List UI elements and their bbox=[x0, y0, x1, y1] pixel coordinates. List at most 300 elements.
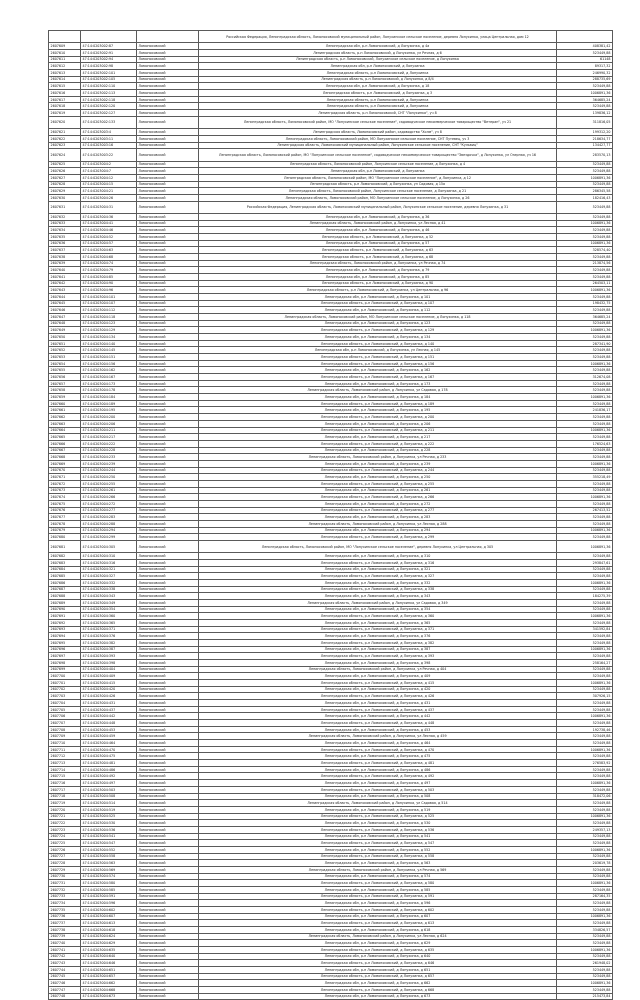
record-number-cell: 2607735 bbox=[49, 906, 81, 913]
table-row bbox=[49, 201, 613, 213]
address-cell: Ленинградская обл, р-н Ломоносовский, д Лопухинка, д 552 bbox=[199, 846, 557, 853]
record-number-cell: 2607667 bbox=[49, 447, 81, 454]
table-row bbox=[49, 103, 613, 110]
cadastral-number-cell bbox=[81, 31, 137, 43]
record-number-cell: 2607630 bbox=[49, 194, 81, 201]
cadastral-number-cell: 47:14:0203004:327 bbox=[81, 573, 137, 580]
address-cell: Ленинградская область, р-н Ломоносовский, д Лопухинка, д 503 bbox=[199, 786, 557, 793]
address-cell: Ленинградская область, р-н Ломоносовский, д Лопухинка, д 167 bbox=[199, 374, 557, 381]
address-cell: Ленинградская обл, р-н Ломоносовский, д Лопухинка, д 541 bbox=[199, 833, 557, 840]
address-cell: Ленинградская обл, р-н Ломоносовский, д Лопухинка, д 36 bbox=[199, 214, 557, 221]
district-cell: Ломоносовский bbox=[137, 660, 199, 667]
cadastral-value-cell bbox=[557, 31, 613, 43]
cadastral-number-cell: 47:14:0203004:602 bbox=[81, 906, 137, 913]
table-row bbox=[49, 900, 613, 907]
cadastral-number-cell: 47:14:0203004:651 bbox=[81, 966, 137, 973]
district-cell: Ломоносовский bbox=[137, 129, 199, 136]
cadastral-number-cell: 47:14:0203004:261 bbox=[81, 487, 137, 494]
district-cell: Ломоносовский bbox=[137, 90, 199, 97]
cadastral-number-cell: 47:14:0203004:613 bbox=[81, 920, 137, 927]
table-row bbox=[49, 340, 613, 347]
address-cell: Ленинградская область, Ломоносовский район, д Лопухинка, ул Садовая, д 514 bbox=[199, 800, 557, 807]
record-number-cell: 2607642 bbox=[49, 280, 81, 287]
table-row bbox=[49, 320, 613, 327]
district-cell: Ломоносовский bbox=[137, 573, 199, 580]
cadastral-value-cell: 523449,88 bbox=[557, 966, 613, 973]
address-cell: Ленинградская область, р-н Ломоносовский, д Лопухинка, д 90 bbox=[199, 280, 557, 287]
cadastral-number-cell: 47:14:0203004:316 bbox=[81, 559, 137, 566]
district-cell: Ломоносовский bbox=[137, 626, 199, 633]
address-cell: Ленинградская область, Ломоносовский район, Лопухинское сельское поселение, д Лопухинка, д 21 bbox=[199, 188, 557, 195]
district-cell: Ломоносовский bbox=[137, 194, 199, 201]
table-row bbox=[49, 354, 613, 361]
cadastral-value-cell: 523449,88 bbox=[557, 786, 613, 793]
cadastral-number-cell: 47:14:0203004:404 bbox=[81, 666, 137, 673]
record-number-cell: 2607662 bbox=[49, 414, 81, 421]
table-row bbox=[49, 853, 613, 860]
district-cell: Ломоносовский bbox=[137, 633, 199, 640]
cadastral-value-cell: 198432,75 bbox=[557, 300, 613, 307]
address-cell: Ленинградская обл, р-н Ломоносовский, д Лопухинка, д 310 bbox=[199, 553, 557, 560]
table-row bbox=[49, 367, 613, 374]
record-number-cell: 2607733 bbox=[49, 893, 81, 900]
cadastral-number-cell: 47:14:0203004:7 bbox=[81, 168, 137, 175]
table-row bbox=[49, 520, 613, 527]
cadastral-value-cell: 184275,39 bbox=[557, 593, 613, 600]
cadastral-value-cell: 192738,46 bbox=[557, 726, 613, 733]
record-number-cell: 2607744 bbox=[49, 966, 81, 973]
table-row bbox=[49, 613, 613, 620]
district-cell: Ломоносовский bbox=[137, 593, 199, 600]
record-number-cell: 2607734 bbox=[49, 900, 81, 907]
table-row bbox=[49, 43, 613, 50]
table-row bbox=[49, 534, 613, 541]
address-cell: Ленинградская область, Ломоносовский район, д Лопухинка, ул Садовая, д 349 bbox=[199, 600, 557, 607]
cadastral-value-cell: 523449,88 bbox=[557, 840, 613, 847]
record-number-cell: 2607710 bbox=[49, 740, 81, 747]
record-number-cell: 2607651 bbox=[49, 340, 81, 347]
district-cell: Ломоносовский bbox=[137, 666, 199, 673]
table-row bbox=[49, 294, 613, 301]
district-cell: Ломоносовский bbox=[137, 880, 199, 887]
record-number-cell: 2607695 bbox=[49, 640, 81, 647]
cadastral-value-cell: 523449,88 bbox=[557, 400, 613, 407]
record-number-cell: 2607717 bbox=[49, 786, 81, 793]
table-row bbox=[49, 540, 613, 552]
cadastral-value-cell: 1006891,36 bbox=[557, 813, 613, 820]
cadastral-number-cell: 47:14:0203004:266 bbox=[81, 494, 137, 501]
cadastral-value-cell: 523449,88 bbox=[557, 753, 613, 760]
record-number-cell: 2607702 bbox=[49, 686, 81, 693]
record-number-cell: 2607741 bbox=[49, 946, 81, 953]
record-number-cell: 2607649 bbox=[49, 327, 81, 334]
address-cell: Ленинградская обл, р-н Ломоносовский, д Лопухинка bbox=[199, 168, 557, 175]
district-cell: Ломоносовский bbox=[137, 800, 199, 807]
district-cell: Ломоносовский bbox=[137, 227, 199, 234]
district-cell: Ломоносовский bbox=[137, 414, 199, 421]
table-row bbox=[49, 559, 613, 566]
cadastral-number-cell: 47:14:0203004:349 bbox=[81, 600, 137, 607]
cadastral-value-cell: 523449,88 bbox=[557, 873, 613, 880]
address-cell: Ленинградская область, Ломоносовский район, д Лопухинка, ул Речная, д 74 bbox=[199, 260, 557, 267]
cadastral-number-cell: 47:14:0203004:508 bbox=[81, 793, 137, 800]
cadastral-value-cell: 364685,24 bbox=[557, 314, 613, 321]
table-row bbox=[49, 76, 613, 83]
table-row bbox=[49, 753, 613, 760]
district-cell: Ломоносовский bbox=[137, 96, 199, 103]
district-cell: Ломоносовский bbox=[137, 620, 199, 627]
table-row bbox=[49, 374, 613, 381]
table-row bbox=[49, 440, 613, 447]
record-number-cell: 2607673 bbox=[49, 487, 81, 494]
table-row bbox=[49, 866, 613, 873]
cadastral-value-cell: 523449,88 bbox=[557, 600, 613, 607]
district-cell: Ломоносовский bbox=[137, 307, 199, 314]
cadastral-number-cell: 47:14:0203004:354 bbox=[81, 606, 137, 613]
district-cell: Ломоносовский bbox=[137, 460, 199, 467]
address-cell: Ленинградская обл, р-н Ломоносовский, д Лопухинка, д 640 bbox=[199, 953, 557, 960]
cadastral-number-cell: 47:14:0203004:486 bbox=[81, 766, 137, 773]
record-number-cell: 2607728 bbox=[49, 860, 81, 867]
table-row bbox=[49, 174, 613, 181]
cadastral-value-cell: 1006891,36 bbox=[557, 746, 613, 753]
district-cell: Ломоносовский bbox=[137, 720, 199, 727]
record-number-cell: 2607711 bbox=[49, 746, 81, 753]
address-cell: Ленинградская область, р-н Ломоносовский, д Лопухинка, д 200 bbox=[199, 414, 557, 421]
address-cell: Ленинградская область, р-н Ломоносовский, д Лопухинка, д 327 bbox=[199, 573, 557, 580]
cadastral-number-cell: 47:14:0203004:162 bbox=[81, 367, 137, 374]
table-row bbox=[49, 573, 613, 580]
cadastral-number-cell: 47:14:0203004:338 bbox=[81, 586, 137, 593]
record-number-cell: 2607676 bbox=[49, 507, 81, 514]
cadastral-number-cell: 47:14:0203004:343 bbox=[81, 593, 137, 600]
table-row bbox=[49, 414, 613, 421]
table-row bbox=[49, 314, 613, 321]
district-cell: Ломоносовский bbox=[137, 110, 199, 117]
cadastral-number-cell: 47:14:0203004:112 bbox=[81, 307, 137, 314]
cadastral-value-cell: 1006891,36 bbox=[557, 174, 613, 181]
cadastral-number-cell: 47:14:0203004:360 bbox=[81, 613, 137, 620]
district-cell: Ломоносовский bbox=[137, 63, 199, 70]
district-cell: Ломоносовский bbox=[137, 646, 199, 653]
cadastral-value-cell: 1006891,36 bbox=[557, 427, 613, 434]
cadastral-value-cell: 1006891,36 bbox=[557, 646, 613, 653]
record-number-cell: 2607641 bbox=[49, 274, 81, 281]
cadastral-number-cell: 47:14:0203002:110 bbox=[81, 83, 137, 90]
cadastral-value-cell: 523449,88 bbox=[557, 806, 613, 813]
address-cell: Ленинградская область, р-н Ломоносовский, д Лопухинка, д 547 bbox=[199, 840, 557, 847]
cadastral-number-cell: 47:14:0203004:525 bbox=[81, 813, 137, 820]
cadastral-number-cell: 47:14:0203004:453 bbox=[81, 726, 137, 733]
district-cell: Ломоносовский bbox=[137, 188, 199, 195]
cadastral-number-cell: 47:14:0203004:74 bbox=[81, 260, 137, 267]
address-cell: Ленинградская область, р-н Ломоносовский, д Лопухинка, д 156 bbox=[199, 360, 557, 367]
record-number-cell: 2607672 bbox=[49, 480, 81, 487]
district-cell: Ломоносовский bbox=[137, 56, 199, 63]
district-cell: Ломоносовский bbox=[137, 181, 199, 188]
address-cell: Ленинградская обл, р-н Ломоносовский, д Лопухинка, д 618 bbox=[199, 926, 557, 933]
district-cell: Ломоносовский bbox=[137, 103, 199, 110]
district-cell: Ломоносовский bbox=[137, 740, 199, 747]
cadastral-value-cell: 523449,88 bbox=[557, 920, 613, 927]
cadastral-number-cell: 47:14:0203004:129 bbox=[81, 327, 137, 334]
cadastral-value-cell: 1006891,36 bbox=[557, 220, 613, 227]
record-number-cell: 2607666 bbox=[49, 440, 81, 447]
record-number-cell: 2607706 bbox=[49, 713, 81, 720]
district-cell: Ломоносовский bbox=[137, 240, 199, 247]
cadastral-value-cell: 523449,88 bbox=[557, 103, 613, 110]
record-number-cell bbox=[49, 31, 81, 43]
table-row bbox=[49, 566, 613, 573]
cadastral-value-cell: 523449,88 bbox=[557, 573, 613, 580]
cadastral-number-cell: 47:14:0203004:31 bbox=[81, 201, 137, 213]
cadastral-number-cell: 47:14:0203002:118 bbox=[81, 96, 137, 103]
record-number-cell: 2607692 bbox=[49, 620, 81, 627]
record-number-cell: 2607663 bbox=[49, 420, 81, 427]
record-number-cell: 2607727 bbox=[49, 853, 81, 860]
table-row bbox=[49, 826, 613, 833]
address-cell: Ленинградская обл, р-н Ломоносовский, д Лопухинка, д 343 bbox=[199, 593, 557, 600]
district-cell: Ломоносовский bbox=[137, 534, 199, 541]
district-cell: Ломоносовский bbox=[137, 813, 199, 820]
record-number-cell: 2607715 bbox=[49, 773, 81, 780]
district-cell: Ломоносовский bbox=[137, 520, 199, 527]
cadastral-number-cell: 47:14:0203004:481 bbox=[81, 760, 137, 767]
cadastral-value-cell: 523449,88 bbox=[557, 214, 613, 221]
record-number-cell: 2607708 bbox=[49, 726, 81, 733]
record-number-cell: 2607625 bbox=[49, 161, 81, 168]
district-cell: Ломоносовский bbox=[137, 893, 199, 900]
record-number-cell: 2607707 bbox=[49, 720, 81, 727]
table-row bbox=[49, 620, 613, 627]
record-number-cell: 2607659 bbox=[49, 394, 81, 401]
table-row bbox=[49, 70, 613, 77]
cadastral-value-cell: 1006891,36 bbox=[557, 540, 613, 552]
address-cell: Ленинградская область, р-н Ломоносовский, д Лопухинка, д 316 bbox=[199, 559, 557, 566]
cadastral-value-cell: 1006891,36 bbox=[557, 494, 613, 501]
cadastral-value-cell: 523449,88 bbox=[557, 334, 613, 341]
cadastral-value-cell: 1006891,36 bbox=[557, 527, 613, 534]
record-number-cell: 2607689 bbox=[49, 600, 81, 607]
cadastral-value-cell: 182416,43 bbox=[557, 194, 613, 201]
district-cell: Ломоносовский bbox=[137, 966, 199, 973]
record-number-cell: 2607713 bbox=[49, 760, 81, 767]
district-cell: Ломоносовский bbox=[137, 933, 199, 940]
cadastral-number-cell: 47:14:0203002:101 bbox=[81, 70, 137, 77]
record-number-cell: 2607729 bbox=[49, 866, 81, 873]
record-number-cell: 2607725 bbox=[49, 840, 81, 847]
table-row bbox=[49, 780, 613, 787]
address-cell: Ленинградская область, р-н Ломоносовский, д Лопухинка bbox=[199, 103, 557, 110]
cadastral-number-cell: 47:14:0203004:250 bbox=[81, 474, 137, 481]
district-cell: Ломоносовский bbox=[137, 287, 199, 294]
table-row bbox=[49, 773, 613, 780]
cadastral-value-cell: 523449,88 bbox=[557, 274, 613, 281]
address-cell: Ленинградская обл, р-н Ломоносовский, д Лопухинка, д 431 bbox=[199, 700, 557, 707]
cadastral-number-cell: 47:14:0203004:629 bbox=[81, 940, 137, 947]
table-row bbox=[49, 946, 613, 953]
district-cell: Ломоносовский bbox=[137, 780, 199, 787]
address-cell: Ленинградская область, р-н Ломоносовский, д Лопухинка bbox=[199, 96, 557, 103]
cadastral-number-cell: 47:14:0203002:94 bbox=[81, 56, 137, 63]
table-row bbox=[49, 760, 613, 767]
table-row bbox=[49, 56, 613, 63]
table-row bbox=[49, 280, 613, 287]
record-number-cell: 2607617 bbox=[49, 96, 81, 103]
table-row bbox=[49, 846, 613, 853]
address-cell: Ленинградская область, р-н Ломоносовский, д Лопухинка, д 3 bbox=[199, 90, 557, 97]
record-number-cell: 2607681 bbox=[49, 540, 81, 552]
address-cell: Ленинградская область, р-н Ломоносовский, д Лопухинка, д 437 bbox=[199, 706, 557, 713]
cadastral-value-cell: 523449,88 bbox=[557, 201, 613, 213]
address-cell: Ленинградская обл, р-н Ломоносовский, д Лопухинка, д 261 bbox=[199, 487, 557, 494]
cadastral-number-cell: 47:14:0203004:79 bbox=[81, 267, 137, 274]
record-number-cell: 2607656 bbox=[49, 374, 81, 381]
table-row bbox=[49, 746, 613, 753]
cadastral-number-cell: 47:14:0203004:635 bbox=[81, 946, 137, 953]
cadastral-value-cell: 523449,88 bbox=[557, 168, 613, 175]
record-number-cell: 2607668 bbox=[49, 454, 81, 461]
district-cell: Ломоносовский bbox=[137, 920, 199, 927]
address-cell: Ленинградская обл, р-н Ломоносовский, д Лопухинка, д 387 bbox=[199, 646, 557, 653]
address-cell: Ленинградская область, Ломоносовский район, д Лопухинка, ул Садовая, д 178 bbox=[199, 387, 557, 394]
district-cell: Ломоносовский bbox=[137, 434, 199, 441]
cadastral-number-cell: 47:14:0203004:57 bbox=[81, 240, 137, 247]
cadastral-value-cell: 341592,84 bbox=[557, 626, 613, 633]
cadastral-value-cell: 523449,88 bbox=[557, 380, 613, 387]
table-row bbox=[49, 149, 613, 161]
cadastral-value-cell: 249357,13 bbox=[557, 826, 613, 833]
record-number-cell: 2607637 bbox=[49, 247, 81, 254]
record-number-cell: 2607640 bbox=[49, 267, 81, 274]
district-cell: Ломоносовский bbox=[137, 374, 199, 381]
cadastral-number-cell: 47:14:0203002:120 bbox=[81, 103, 137, 110]
table-row bbox=[49, 96, 613, 103]
table-row bbox=[49, 188, 613, 195]
cadastral-value-cell: 523449,88 bbox=[557, 487, 613, 494]
cadastral-number-cell: 47:14:0203004:46 bbox=[81, 227, 137, 234]
address-cell: Ленинградская область, р-н Ломоносовский, д Лопухинка, д 52 bbox=[199, 234, 557, 241]
table-row bbox=[49, 247, 613, 254]
cadastral-number-cell: 47:14:0203004:442 bbox=[81, 713, 137, 720]
record-number-cell: 2607631 bbox=[49, 201, 81, 213]
address-cell: Ленинградская область, р-н Ломоносовский, д Лопухинка, д 107 bbox=[199, 300, 557, 307]
district-cell: Ломоносовский bbox=[137, 853, 199, 860]
address-cell: Ленинградская обл, р-н Ломоносовский, д Лопухинка, д 184 bbox=[199, 394, 557, 401]
cadastral-value-cell: 213874,56 bbox=[557, 260, 613, 267]
cadastral-value-cell: 1006891,36 bbox=[557, 327, 613, 334]
cadastral-value-cell: 334826,57 bbox=[557, 926, 613, 933]
cadastral-value-cell: 241836,17 bbox=[557, 407, 613, 414]
record-number-cell: 2607646 bbox=[49, 307, 81, 314]
cadastral-number-cell: 47:14:0203002:133 bbox=[81, 116, 137, 128]
cadastral-value-cell: 523449,88 bbox=[557, 267, 613, 274]
district-cell: Ломоносовский bbox=[137, 314, 199, 321]
district-cell: Ломоносовский bbox=[137, 387, 199, 394]
cadastral-number-cell: 47:14:0203004:68 bbox=[81, 254, 137, 261]
address-cell: Ленинградская область, р-н Ломоносовский, д Лопухинка, д 613 bbox=[199, 920, 557, 927]
cadastral-value-cell: 523449,88 bbox=[557, 933, 613, 940]
cadastral-number-cell: 47:14:0203004:26 bbox=[81, 194, 137, 201]
address-cell: Ленинградская обл, р-н Ломоносовский, д Лопухинка, д 673 bbox=[199, 993, 557, 1000]
cadastral-value-cell: 523449,88 bbox=[557, 686, 613, 693]
district-cell: Ломоносовский bbox=[137, 926, 199, 933]
cadastral-number-cell: 47:14:0203004:607 bbox=[81, 913, 137, 920]
cadastral-number-cell: 47:14:0203004:426 bbox=[81, 693, 137, 700]
record-number-cell: 2607748 bbox=[49, 993, 81, 1000]
table-row bbox=[49, 973, 613, 980]
table-row bbox=[49, 142, 613, 149]
district-cell: Ломоносовский bbox=[137, 454, 199, 461]
table-row bbox=[49, 394, 613, 401]
district-cell: Ломоносовский bbox=[137, 494, 199, 501]
record-number-cell: 2607704 bbox=[49, 700, 81, 707]
table-row bbox=[49, 427, 613, 434]
record-number-cell: 2607657 bbox=[49, 380, 81, 387]
cadastral-value-cell: 311816,05 bbox=[557, 116, 613, 128]
cadastral-number-cell: 47:14:0203004:233 bbox=[81, 454, 137, 461]
address-cell: Ленинградская область, р-н Ломоносовский, д Лопухинка, д 255 bbox=[199, 480, 557, 487]
record-number-cell: 2607731 bbox=[49, 880, 81, 887]
record-number-cell: 2607648 bbox=[49, 320, 81, 327]
record-number-cell: 2607685 bbox=[49, 573, 81, 580]
record-number-cell: 2607612 bbox=[49, 63, 81, 70]
cadastral-value-cell: 523449,88 bbox=[557, 833, 613, 840]
record-number-cell: 2607705 bbox=[49, 706, 81, 713]
address-cell: Ленинградская область, р-н Ломоносовский, д Лопухинка, д 299 bbox=[199, 534, 557, 541]
table-row bbox=[49, 267, 613, 274]
address-cell: Ленинградская область, р-н Ломоносовский, д Лопухинка, д 63 bbox=[199, 247, 557, 254]
address-cell: Ленинградская область, р-н Ломоносовский, д Лопухинка, д 338 bbox=[199, 586, 557, 593]
district-cell: Ломоносовский bbox=[137, 986, 199, 993]
address-cell: Ленинградская обл, р-н Ломоносовский, д Лопухинка, д 4а bbox=[199, 43, 557, 50]
cadastral-value-cell: 523449,88 bbox=[557, 454, 613, 461]
district-cell: Ломоносовский bbox=[137, 487, 199, 494]
district-cell: Ломоносовский bbox=[137, 400, 199, 407]
cadastral-value-cell: 408381,42 bbox=[557, 43, 613, 50]
table-row bbox=[49, 90, 613, 97]
district-cell: Ломоносовский bbox=[137, 960, 199, 967]
cadastral-value-cell: 523449,88 bbox=[557, 553, 613, 560]
cadastral-value-cell: 258164,27 bbox=[557, 660, 613, 667]
address-cell: Ленинградская область, Ломоносовский район, д Лопухинка, ул Речная, д 233 bbox=[199, 454, 557, 461]
address-cell: Ленинградская обл, р-н Ломоносовский, д Лопухинка, д 475 bbox=[199, 753, 557, 760]
address-cell: Ленинградская область, Ломоносовский район, МО Лопухинское сельское поселение, СНТ Путевец, уч 3 bbox=[199, 135, 557, 142]
record-number-cell: 2607644 bbox=[49, 294, 81, 301]
address-cell: Ленинградская область, р-н Ломоносовский, д Лопухинка, д 426 bbox=[199, 693, 557, 700]
cadastral-number-cell: 47:14:0203004:255 bbox=[81, 480, 137, 487]
record-number-cell: 2607675 bbox=[49, 500, 81, 507]
cadastral-number-cell: 47:14:0203004:90 bbox=[81, 280, 137, 287]
table-row bbox=[49, 786, 613, 793]
cadastral-value-cell: 523449,88 bbox=[557, 294, 613, 301]
cadastral-value-cell: 1006891,36 bbox=[557, 713, 613, 720]
cadastral-number-cell: 47:14:0203004:206 bbox=[81, 420, 137, 427]
table-row bbox=[49, 400, 613, 407]
table-row bbox=[49, 680, 613, 687]
district-cell: Ломоносовский bbox=[137, 993, 199, 1000]
address-cell: Ленинградская область, р-н Ломоносовский, д Лопухинка, д 129 bbox=[199, 327, 557, 334]
address-cell: Ленинградская область, Ломоносовский район, МО "Лопухинское сельское поселение", деревня Лопухинка, ул Центральная, д 305 bbox=[199, 540, 557, 552]
record-number-cell: 2607688 bbox=[49, 593, 81, 600]
table-row bbox=[49, 733, 613, 740]
record-number-cell: 2607686 bbox=[49, 580, 81, 587]
cadastral-value-cell: 215473,84 bbox=[557, 993, 613, 1000]
table-row bbox=[49, 307, 613, 314]
cadastral-value-cell: 523449,88 bbox=[557, 973, 613, 980]
address-cell: Ленинградская область, р-н Ломоносовский, д Лопухинка, д 211 bbox=[199, 427, 557, 434]
district-cell: Ломоносовский bbox=[137, 706, 199, 713]
